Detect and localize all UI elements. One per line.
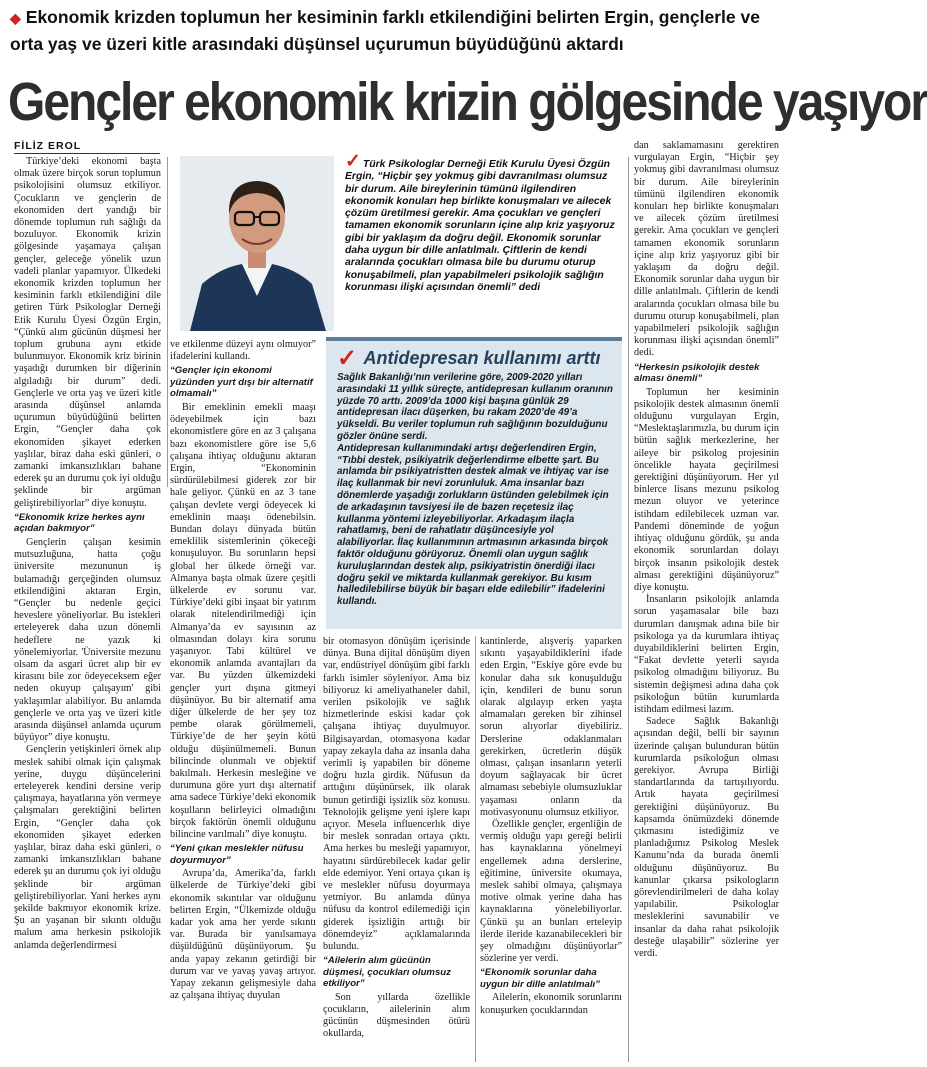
column-divider [167,157,168,487]
pull-quote [345,151,617,294]
paragraph: Son yıllarda özellikle çocukların, ailelerinin alım gücünün düşmesinden ötürü okullarda, [323,991,470,1040]
sidebar-box-title [337,345,613,372]
byline: FİLİZ EROL [14,140,82,152]
sidebar-box [326,337,622,629]
portrait-man-glasses-icon [180,156,334,331]
subheading: “Ekonomik krize herkes aynı açıdan bakmıyor” [14,511,145,535]
subheading: “Gençler için ekonomi yüzünden yurt dışı bir alternatif olmamalı” [170,365,313,400]
paragraph: Toplumun her kesiminin psikolojik destek almasının önemli olduğunu vurgulayan Ergin, “Meslektaşlarımızla, bu durum için bütün sağlık merkezlerine, her aileye bir psikolog projesinin öncelikle hayata geçirilmesi gerektiğini düşünüyorum. Her yıl binlerce lisans mezunu psikolog mezun oluyor ve yeterince istihdam edilebilecek uzman var. Pandemi döneminde de yoğun ihtiyaç olduğunu gördük, şu anda ekonomik sorunlardan dolayı birçok insanın psikolojik destek alması gerektiğini düşünüyoruz” diye konuştu. [634,386,779,593]
paragraph: Avrupa’da, Amerika’da, farklı ülkelerde de Türkiye’deki gibi ekonomik sıkıntılar var olduğunu belirten Ergin, “Ülkemizde olduğu kadar yok ama her yerde sıkıntı var. Burada bir yanılsamaya düşüldüğünü düşünüyorum. Şu anda yapay zekanın getirdiği bir durum var ve yavaş yavaş artıyor. Yapay zekanın gelişmesiyle daha az çalışana ihtiyaç duyulan [170,868,316,1002]
paragraph: Bir emeklinin emekli maaşı ödeyebilmek için bazı ekonomistlere göre en az 3 çalışana bazı ekonomistlere göre ise 5,6 çalışana ihtiyaç olduğunu aktaran Ergin, “Ekonominin sürdürülebilmesi giderek zor bir hale geliyor. Çünkü en az 3 tane çalışan devlete vergi ödeyecek ki emeklinin maaşı ödenebilsin. Bundan dolayı dünyada bütün emeklilik sistemlerinin çökeceği konuşuluyor. Bu sorunların hepsi global her ülkede örneği var. Almanya başta olmak üzere çeşitli ülkelerde ev sorunu var. Türkiye’deki gibi inşaat bir yatırım olarak nitelendirilmediği için Almanya’da ev sayısının az olmasından dolayı kira sorunu yaşanıyor. Tabi kültürel ve ekonomik anlamda avantajları da var. Bu yüzden ülkemizdeki gençler yurt dışına gitmeyi düşünüyor. Bu bir alternatif ama diğer ülkelerde de her şey toz pembe olarak görülmemeli, Türkiye’de de her şeyin kötü olduğu düşünülmemeli. Bunun bilincinde olunmalı ve objektif bakılmalı. Herkesin mesleğine ve durumuna göre yurt dışı alternatif ama sadece Türkiye’deki ekonomik koşulların belirleyici olmadığını birçok faktörün önemli olduğunu bilincine varılmalı” diye konuştu. [170,401,316,841]
column-divider [628,157,629,1062]
paragraph: İnsanların psikolojik anlamda sorun yaşamasalar bile bazı durumları danışmak adına bile bir psikologa ya da kurumlara ihtiyaç duyabildiklerini belirten Ergin, “Fakat devlette yeterli sayıda psikolog olmadığını biliyoruz. Bu sistemin değişmesi adına daha çok psikoloğun bütün kurumlarda istihdam edilmesi lazım. [634,594,779,715]
paragraph: Antidepresan kullanımındaki artışı değerlendiren Ergin, “Tıbbi destek, psikiyatrik değerlendirme elbette şart. Bu anlamda bir psikiyatristten destek almak ve ihtiyaç var ise ilaç kullanmak bir nevi zorunluluk. Ama insanlar bazı dönemlerde yaşadığı zorlukların üstünden gelebilmek için de arkadaşının tavsiyesi ile de bazen reçetesiz ilaç kullanma yöntemi izleyebiliyorlar. Arkadaşım ilaçla rahatlamış, beni de rahatlatır düşüncesiyle yol alabiliyorlar. İlaç kullanımının artmasının arkasında birçok faktör olduğunu görüyoruz. Önemli olan uygun sağlık kuruluşlarından destek alıp, psikiyatristin önerdiği ilacı doğru şekil ve miktarda kullanmak gerekiyor. Bu kısım halledilebilirse büyük bir başarı elde edilebilir” ifadelerini kullandı. [337,442,609,608]
paragraph: Sadece Sağlık Bakanlığı açısından değil, belli bir sayının üzerinde çalışan bulunduran bütün kurumlarda psikoloğun olması gerekiyor. Avrupa Birliği standartlarında da tartışılıyordu. Artık hayata geçirilmesi gerektiğini düşünüyoruz. Bu kapsamda önümüzdeki dönemde çıkmasını istediğimiz ve planladığımız Psikolog Meslek Kanunu’nda da burada önemli olduğunu düşünüyoruz. Bu kanunlar çıkarsa psikologların görevlendirilmeleri de daha kolay yapılabilir. Psikologlar mesleklerini savunabilir ve insanlar da daha rahat psikolojik desteğe ulaşabilir” sözlerine yer verdi. [634,716,779,959]
paragraph: Gençlerin yetişkinleri örnek alıp meslek sahibi olmak için çalışmak yerine, duygu düşüncelerini erteleyerek kendini dersine verip çalışmaya, hayatlarına yön vermeye çalışmaları gerektiğini belirten Ergin, “Gençler daha çok ekonomiden şikayet ederken yaşlılar, biraz daha eski günleri, o zamanki imkansızlıkları bahane ederek şu an durumu çok iyi olduğu şeklinde bir argüman geliştirebiliyorlar. Yani herkes aynı şekilde bakmıyor ekonomik krize. Şu an yaşanan bir sıkıntı olduğu malum ama herkesin psikolojik anlamda değerlendirmesi [14,744,161,951]
headline: Gençler ekonomik krizin gölgesinde yaşıyor [8,72,927,133]
column-5 [634,140,779,1064]
subheading: “Yeni çıkan meslekler nüfusu doyurmuyor” [170,843,304,866]
article-spot-text: Ekonomik krizden toplumun her kesiminin farklı etkilendiğini belirten Ergin, gençlerle ve orta yaş ve üzeri kitle arasındaki düşünsel uçurumun büyüdüğünü aktardı [10,7,760,54]
paragraph: kantinlerde, alışveriş yaparken sıkıntı yaşayabildiklerini ifade eden Ergin, “Eskiye göre evde bu konular daha sık konuşulduğu için, kendileri de bunu sorun olarak algılayıp erken yaşta almamaları gereken bir zihinsel sorun alıyorlar diyebiliriz. Derslerine odaklanmaları gerekirken, ücretlerin düşük olması, çalışan insanların yeterli doyum sağlayacak bir ücret almaması sebebiyle olumsuzluklar yaşaması onların da motivasyonunu olumsuz etkiliyor. [480,636,622,818]
subheading: “Herkesin psikolojik destek alması önemli” [634,361,760,385]
checkmark-icon: ✓ [337,345,358,372]
paragraph: Ailelerin, ekonomik sorunlarını konuşurken çocuklarından [480,992,622,1016]
column-3 [323,636,470,1064]
sidebar-box-body [337,372,613,608]
paragraph: Özellikle gençler, ergenliğin de vermiş olduğu yapı gereği belirli has kaynaklarına yönelmeyi engellemek adına derslerine, eğitimine, üniversite okumaya, meslek sahibi olmaya, çalışmaya motive olmak yerine daha has kaynaklarına yönelebiliyorlar. Çünkü şu an bunları erteleyip ilerde ileride kazanabilecekleri bir şey olmadığını düşünüyorlar” sözlerine yer verdi. [480,819,622,965]
byline-rule [14,153,160,154]
column-divider [475,636,476,1062]
subheading: “Ekonomik sorunlar daha uygun bir dille anlatılmalı” [480,967,600,990]
portrait-photo [180,156,334,331]
paragraph: Türkiye’deki ekonomi başta olmak üzere birçok sorun toplumun psikolojisini olumsuz etkiliyor. Çocukların ve gençlerin de ekonomiden dert yandığı bir dönemde toplumun ruh sağlığı da bozuluyor. Ekonomik krizin gölgesinde yaşamaya çalışan gençler, geleceğe yönelik uzun vadeli planlar yapamıyor. Ülkedeki ekonomik krizden toplumun her kesiminin farklı etkilendiğini dile getiren Türk Psikologlar Derneği Etik Kurulu Üyesi Özgün Ergin, “Çünkü alım gücünün düşmesi her toplum grubuna aynı etkide bulunmuyor. Ekonomik kriz birinin yaşadığı durumken bir diğerinin algıladığı bir durum” dedi. Gençlerle ve orta yaş ve üzeri kitle arasında düşünsel anlamda uçurumun büyüdüğünü belirten Ergin, “Gençler daha çok ekonomiden şikayet ederken yaşlılar, biraz daha eski günleri, o zamanki imkansızlıkları bahane ederek şu an durumu çok iyi olduğu şeklinde bir argüman geliştirebiliyorlar” diye konuştu. [14,156,161,509]
sidebar-box-title-text: Antidepresan kullanımı arttı [363,348,601,368]
diamond-bullet-icon: ◆ [10,10,21,26]
checkmark-icon: ✓ [345,151,361,172]
paragraph: dan saklamamasını gerektiren vurgulayan Ergin, “Hiçbir şey yokmuş gibi davranılması olumsuz bir durum. Aile bireylerinin tümünü ilgilendiren ekonomik konuları hep birlikte konuşmaları ve ailecek çözüm üretilmesi gerekir. Ama çocukları ve gençleri tamamen ekonomik sorunların içine alıp kriz yaşıyoruz gibi bir yaklaşım da doğru değil. Ekonomik sorunlar daha uygun bir dille anlatılmalı. Çiftlerin de kendi aralarında çocukları olmasa bile bu durumu oturup konuşabilmeli, plan yapabilmeleri psikolojik sağlığın korunması ilişki açısından önemli” dedi. [634,140,779,359]
paragraph: ve etkilenme düzeyi aynı olmuyor” ifadelerini kullandı. [170,339,316,363]
paragraph: bir otomasyon dönüşüm içerisinde dünya. Buna dijital dönüşüm diyen var, endüstriyel dönüşüm gibi farklı farklı isimler söyleniyor. Ama biz biliyoruz ki ameliyathaneler dahil, verilen psikolojik ve sağlık hizmetlerinde eskisi kadar çok çalışana ihtiyaç duyulmuyor. Bilgisayardan, otomasyona kadar yapay zekayla daha az insanla daha verimli iş yapabilen bir döneme doğru hızla girdik. Nüfusun da arttığını düşünürsek, ilk olarak bunun getirdiği işsizlik söz konusu. Teknolojik gelişme yeni işlere kapı açıyor. Mesela influencerlık diye bir meslek sonradan ortaya çıktı. Ama herkes bu mesleği yapamıyor, hayatını sürdürebilecek kadar gelir elde edemiyor. Yeni ortaya çıkan iş ve meslekler nüfusu doyurmaya yetmiyor. Bu anlamda dünya nüfusu da kontrol edilemediği için giderek işsizliğin arttığı bir dönemdeyiz” açıklamalarında bulundu. [323,636,470,953]
column-2 [170,339,316,1064]
pull-quote-text: Türk Psikologlar Derneği Etik Kurulu Üyesi Özgün Ergin, “Hiçbir şey yokmuş gibi davranılması olumsuz bir durum. Aile bireylerinin tümünü ilgilendiren ekonomik konuları hep birlikte konuşmaları ve ailecek çözüm üretilmesi gerekir. Ama çocukları ve gençleri tamamen ekonomik sorunların içine alıp kriz yaşıyoruz gibi bir yaklaşım da doğru değil. Ekonomik sorunlar daha uygun bir dille anlatılmalı. Çiftlerin de kendi aralarında çocukları olmasa bile bu durumu oturup konuşabilmeli, plan yapabilmeleri psikolojik sağlığın korunması ilişki açısından önemli” dedi [345,159,615,293]
article-spot [10,4,780,57]
column-4 [480,636,622,1064]
paragraph: Sağlık Bakanlığı’nın verilerine göre, 2009-2020 yılları arasındaki 11 yıllık süreçte, antidepresan kullanım oranının yüzde 70 arttı. 2009’da 1000 kişi başına günlük 29 antidepresan ilacı düşerken, bu rakam 2020’de 49’a yükseldi. Bu veriler toplumun ruh sağlığının bozulduğunu gözler önüne serdi. [337,372,613,442]
paragraph: Gençlerin çalışan kesimin mutsuzluğuna, hatta çoğu üniversite mezununun iş bulamadığı gerçeğinden olumsuz etkilendiğini aktaran Ergin, “Gençler bu nedenle geçici heveslere yöneliyorlar. Bu istekleri erteleyerek daha uzun dönemli hedeflere ne yazık ki yönelemiyorlar. 'Üniversite mezunu olsam da asgari ücret alıp bir ev kirasını bile zor ödeyeceksem eğer neden okuyup çalışayım' gibi yaklaşımlar alabiliyor. Bu anlamda gençlerle ve orta yaş ve üzeri kitle arasında düşünsel anlamda uçurum büyüyor” diye konuştu. [14,536,161,744]
column-1 [14,156,161,1064]
subheading: “Ailelerin alım gücünün düşmesi, çocukları olumsuz etkiliyor” [323,955,451,990]
